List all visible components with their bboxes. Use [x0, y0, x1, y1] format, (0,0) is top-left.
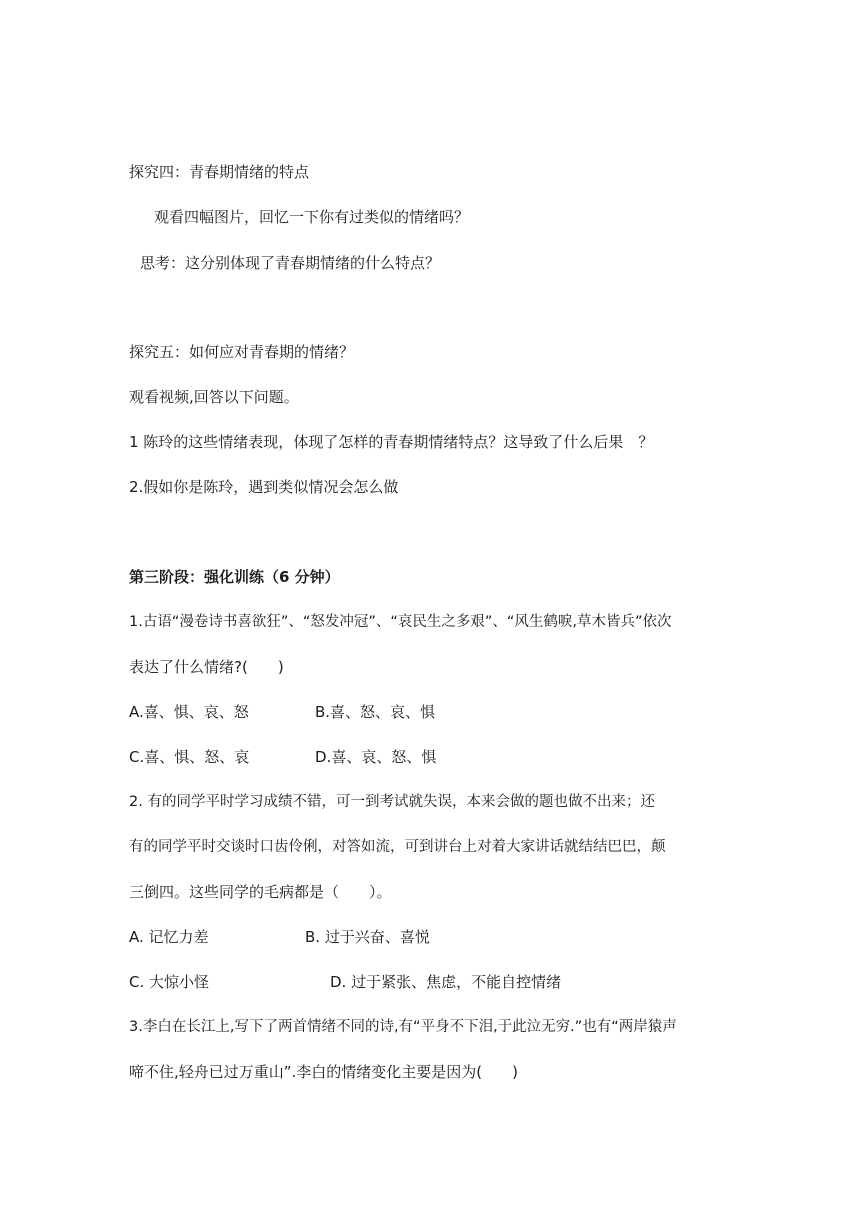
q1-option-c: C.喜、惧、怒、哀 — [129, 748, 250, 766]
q2-option-a: A. 记忆力差 — [129, 928, 209, 946]
q1-option-a: A.喜、惧、哀、怒 — [129, 703, 249, 721]
q1-option-b: B.喜、怒、哀、惧 — [315, 703, 436, 721]
section5-title: 探究五：如何应对青春期的情绪？ — [129, 343, 355, 361]
q1-option-d: D.喜、哀、怒、惧 — [315, 748, 437, 766]
stage3-title: 第三阶段：强化训练（6 分钟） — [129, 568, 340, 586]
q2-option-d: D. 过于紧张、焦虑，不能自控情绪 — [330, 973, 562, 991]
section5-question-1: 1 陈玲的这些情绪表现，体现了怎样的青春期情绪特点？这导致了什么后果 ？ — [129, 433, 654, 451]
q2-option-b: B. 过于兴奋、喜悦 — [305, 928, 430, 946]
q2-line1: 2. 有的同学平时学习成绩不错，可一到考试就失误，本来会做的题也做不出来；还 — [129, 794, 655, 810]
q3-line2: 啼不住,轻舟已过万重山”.李白的情绪变化主要是因为( ) — [129, 1063, 519, 1081]
section5-intro: 观看视频,回答以下问题。 — [129, 388, 299, 406]
q2-line2: 有的同学平时交谈时口齿伶俐，对答如流，可到讲台上对着大家讲话就结结巴巴，颠 — [129, 839, 666, 855]
section4-title: 探究四：青春期情绪的特点 — [129, 163, 310, 181]
section4-line2: 思考：这分别体现了青春期情绪的什么特点？ — [140, 254, 441, 272]
q2-option-c: C. 大惊小怪 — [129, 973, 210, 991]
q2-line3: 三倒四。这些同学的毛病都是（ ）。 — [129, 883, 392, 901]
q3-line1: 3.李白在长江上,写下了两首情绪不同的诗,有“平身不下泪,于此泣无穷.”也有“两岸猿声 — [129, 1019, 677, 1035]
q1-line1: 1.古语“漫卷诗书喜欲狂”、“怒发冲冠”、“哀民生之多艰”、“风生鹤唳,草木皆兵”依次 — [129, 614, 672, 630]
section4-line1: 观看四幅图片，回忆一下你有过类似的情绪吗？ — [154, 208, 470, 226]
q1-line2: 表达了什么情绪?( ) — [129, 658, 284, 676]
section5-question-2: 2.假如你是陈玲，遇到类似情况会怎么做 — [129, 478, 399, 496]
